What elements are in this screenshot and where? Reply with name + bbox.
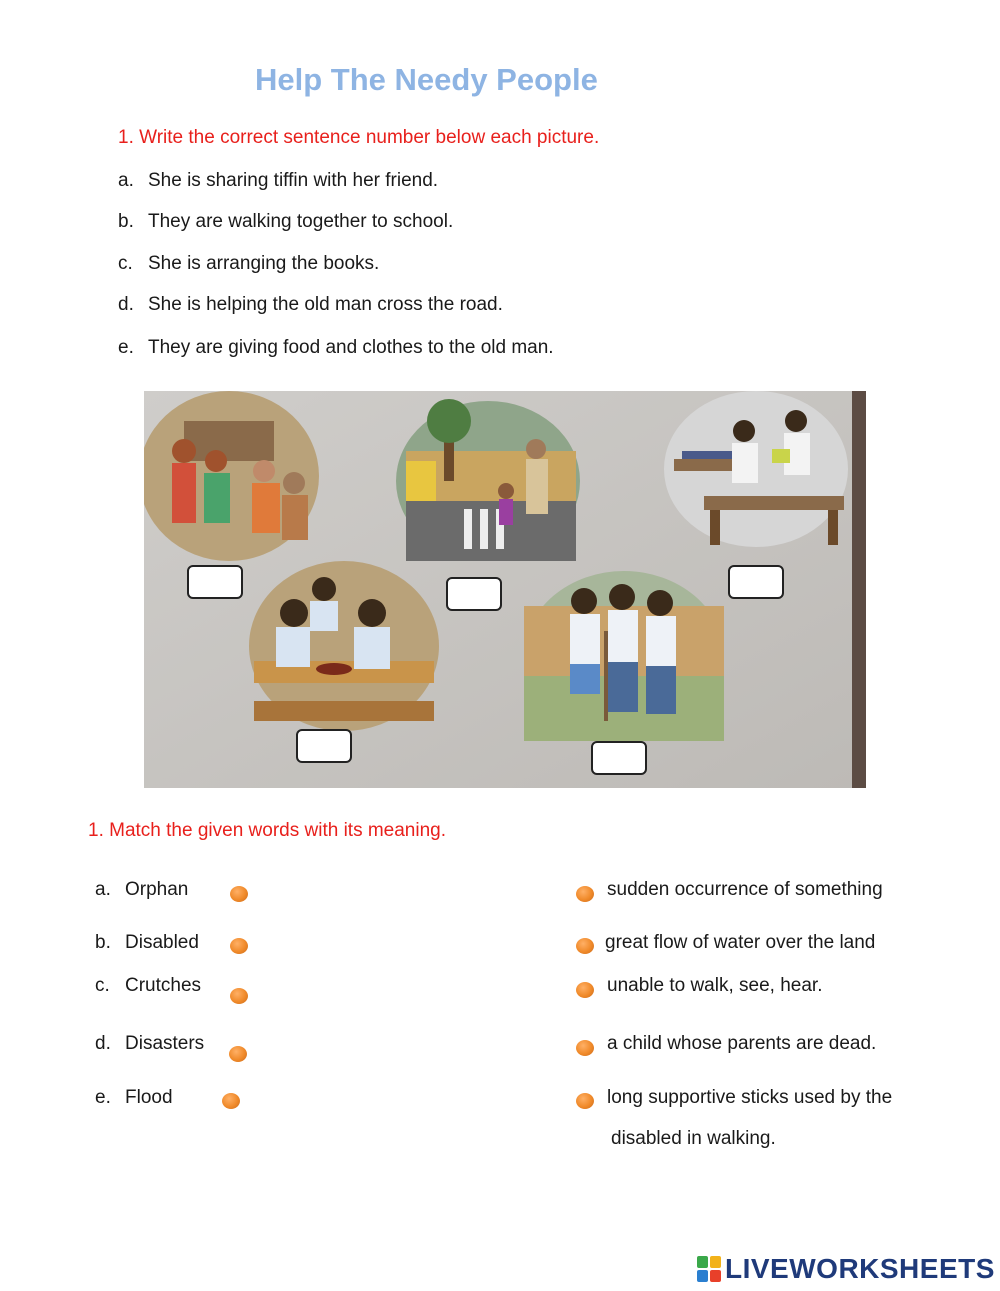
word-disabled bbox=[95, 932, 199, 954]
match-dot-left-c[interactable] bbox=[230, 988, 248, 1004]
match-dot-right-5[interactable] bbox=[576, 1093, 594, 1109]
scene-giving-food bbox=[144, 391, 319, 561]
sentence-b bbox=[118, 211, 453, 233]
meaning-3: unable to walk, see, hear. bbox=[607, 975, 823, 996]
sentence-letter: c. bbox=[118, 253, 133, 274]
word-letter: b. bbox=[95, 932, 111, 953]
answer-box-3[interactable] bbox=[728, 565, 784, 599]
meaning-1: sudden occurrence of something bbox=[607, 879, 883, 900]
sentence-text: They are walking together to school. bbox=[148, 211, 454, 232]
liveworksheets-logo-icon bbox=[697, 1256, 721, 1282]
sentence-text: She is sharing tiffin with her friend. bbox=[148, 170, 439, 191]
word-letter: a. bbox=[95, 879, 111, 900]
word-flood bbox=[95, 1087, 173, 1109]
sentence-d bbox=[118, 294, 503, 316]
word-disasters bbox=[95, 1033, 204, 1055]
word-text: Disabled bbox=[125, 932, 199, 953]
match-dot-left-b[interactable] bbox=[230, 938, 248, 954]
match-dot-right-3[interactable] bbox=[576, 982, 594, 998]
match-dot-left-d[interactable] bbox=[229, 1046, 247, 1062]
match-dot-left-e[interactable] bbox=[222, 1093, 240, 1109]
sentence-letter: e. bbox=[118, 337, 134, 358]
sentence-text: She is helping the old man cross the road. bbox=[148, 294, 503, 315]
word-text: Orphan bbox=[125, 879, 189, 900]
answer-box-5[interactable] bbox=[591, 741, 647, 775]
match-dot-right-1[interactable] bbox=[576, 886, 594, 902]
word-crutches bbox=[95, 975, 201, 997]
brand-name: LIVEWORKSHEETS bbox=[725, 1253, 995, 1284]
sentence-letter: b. bbox=[118, 211, 134, 232]
page-title: Help The Needy People bbox=[255, 62, 598, 97]
word-text: Crutches bbox=[125, 975, 202, 996]
scene-sharing-tiffin bbox=[249, 561, 439, 731]
answer-box-1[interactable] bbox=[187, 565, 243, 599]
match-dot-left-a[interactable] bbox=[230, 886, 248, 902]
meaning-2: great flow of water over the land bbox=[605, 932, 876, 953]
word-text: Disasters bbox=[125, 1033, 205, 1054]
sentence-letter: d. bbox=[118, 294, 134, 315]
word-letter: c. bbox=[95, 975, 110, 996]
meaning-5-continued: disabled in walking. bbox=[611, 1128, 776, 1149]
word-letter: e. bbox=[95, 1087, 111, 1108]
answer-box-2[interactable] bbox=[446, 577, 502, 611]
meaning-5: long supportive sticks used by the bbox=[607, 1087, 893, 1108]
sentence-c bbox=[118, 253, 379, 275]
word-text: Flood bbox=[125, 1087, 173, 1108]
match-dot-right-2[interactable] bbox=[576, 938, 594, 954]
meaning-4: a child whose parents are dead. bbox=[607, 1033, 877, 1054]
sentence-letter: a. bbox=[118, 170, 134, 191]
scene-walking-together bbox=[524, 571, 724, 741]
sentence-text: She is arranging the books. bbox=[148, 253, 380, 274]
word-letter: d. bbox=[95, 1033, 111, 1054]
question-2: 1. Match the given words with its meaning. bbox=[88, 820, 447, 841]
answer-box-4[interactable] bbox=[296, 729, 352, 763]
sentence-text: They are giving food and clothes to the old man. bbox=[148, 337, 554, 358]
liveworksheets-logo bbox=[697, 1254, 995, 1284]
scene-arranging-books bbox=[664, 391, 848, 547]
word-orphan bbox=[95, 879, 188, 901]
match-dot-right-4[interactable] bbox=[576, 1040, 594, 1056]
question-1: 1. Write the correct sentence number below each picture. bbox=[118, 127, 600, 148]
sentence-a bbox=[118, 170, 438, 192]
sentence-e bbox=[118, 337, 554, 359]
